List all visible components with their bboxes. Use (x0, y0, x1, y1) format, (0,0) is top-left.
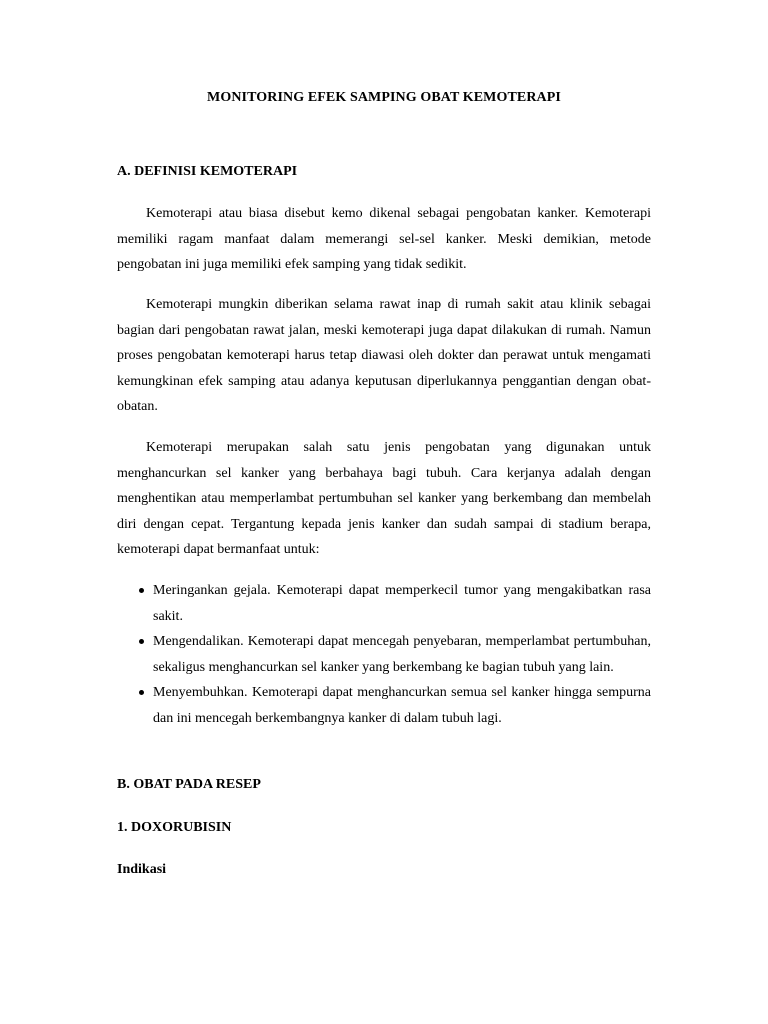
list-item (117, 578, 651, 629)
document-title: MONITORING EFEK SAMPING OBAT KEMOTERAPI (207, 90, 561, 105)
benefits-list (117, 578, 651, 732)
paragraph-2: Kemoterapi mungkin diberikan selama rawat inap di rumah sakit atau klinik sebagai bagian dari pengobatan rawat jalan, meski kemoterapi juga dapat dilakukan di rumah. Namun proses pengobatan kemoterapi harus tetap diawasi oleh dokter dan perawat untuk mengamati kemungkinan efek samping atau adanya keputusan diperlukannya penggantian dengan obat-obatan. (117, 297, 651, 415)
list-item (117, 680, 651, 731)
paragraph-1: Kemoterapi atau biasa disebut kemo dikenal sebagai pengobatan kanker. Kemoterapi memiliki ragam manfaat dalam memerangi sel-sel kanker. Meski demikian, metode pengobatan ini juga memiliki efek samping yang tidak sedikit. (117, 206, 651, 273)
bullet-icon (139, 639, 144, 644)
bullet-icon (139, 588, 144, 593)
bullet-icon (139, 690, 144, 695)
list-item (117, 629, 651, 680)
list-item-text: Menyembuhkan. Kemoterapi dapat menghancurkan semua sel kanker hingga sempurna dan ini mencegah berkembangnya kanker di dalam tubuh lagi. (153, 685, 651, 726)
drug-subheading: 1. DOXORUBISIN (117, 820, 232, 835)
indication-label: Indikasi (117, 862, 167, 877)
section-a-heading: A. DEFINISI KEMOTERAPI (117, 164, 298, 179)
paragraph-3: Kemoterapi merupakan salah satu jenis pengobatan yang digunakan untuk menghancurkan sel kanker yang berbahaya bagi tubuh. Cara kerjanya adalah dengan menghentikan atau memperlambat pertumbuhan sel kanker yang berkembang dan membelah diri dengan cepat. Tergantung kepada jenis kanker dan sudah sampai di stadium berapa, kemoterapi dapat bermanfaat untuk: (117, 440, 651, 558)
list-item-text: Mengendalikan. Kemoterapi dapat mencegah penyebaran, memperlambat pertumbuhan, sekaligus menghancurkan sel kanker yang berkembang ke bagian tubuh yang lain. (153, 634, 651, 675)
section-b-heading: B. OBAT PADA RESEP (117, 777, 261, 792)
list-item-text: Meringankan gejala. Kemoterapi dapat memperkecil tumor yang mengakibatkan rasa sakit. (153, 583, 651, 624)
